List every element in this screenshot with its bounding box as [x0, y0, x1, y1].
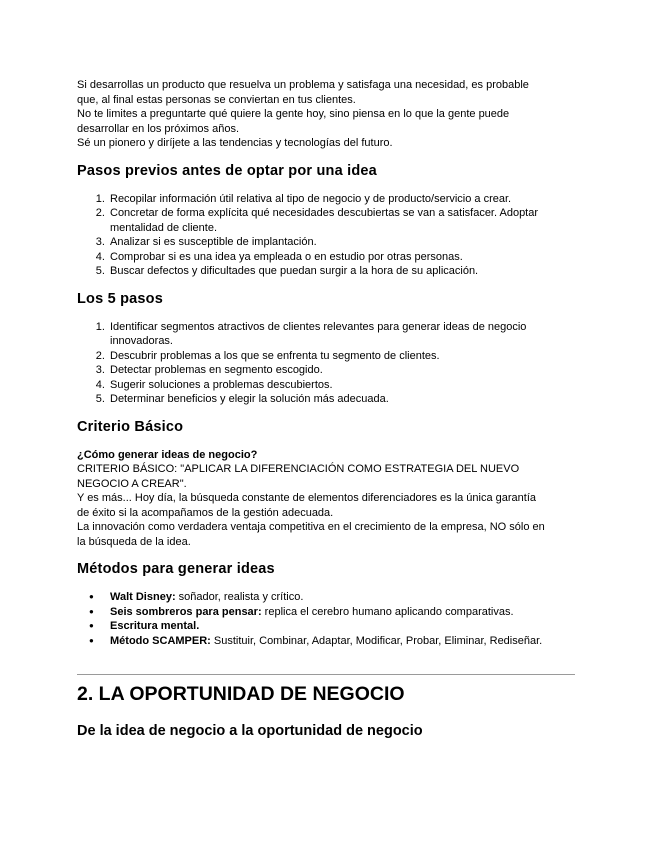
criterio-line: Y es más... Hoy día, la búsqueda constante de elementos diferenciadores es la única garantía: [77, 492, 537, 504]
section-divider: [77, 674, 575, 675]
list-item: 1. Recopilar información útil relativa al tipo de negocio y de producto/servicio a crear.: [108, 192, 580, 207]
list-item: 4. Comprobar si es una idea ya empleada o en estudio por otras personas.: [108, 250, 580, 265]
list-metodos: [77, 590, 580, 648]
criterio-line: de éxito si la acompañamos de la gestión adecuada.: [77, 506, 334, 519]
list-item: 3. Analizar si es susceptible de implantación.: [108, 235, 580, 250]
criterio-question: ¿Cómo generar ideas de negocio?: [77, 448, 258, 461]
method-label: Método SCAMPER:: [110, 634, 211, 647]
list-item: 2. Descubrir problemas a los que se enfrenta tu segmento de clientes.: [108, 349, 580, 364]
list-item: 3. Detectar problemas en segmento escogido.: [108, 363, 580, 378]
heading-metodos: Métodos para generar ideas: [77, 561, 275, 577]
criterio-line: la búsqueda de la idea.: [77, 535, 191, 548]
intro-line: desarrollar en los próximos años.: [77, 122, 240, 135]
intro-line: que, al final estas personas se conviertan en tus clientes.: [77, 93, 356, 106]
list-pasos-previos: [77, 192, 580, 279]
method-text: Sustituir, Combinar, Adaptar, Modificar, Probar, Eliminar, Rediseñar.: [210, 634, 543, 647]
heading-cinco-pasos: Los 5 pasos: [77, 290, 164, 307]
list-item: 2. Concretar de forma explícita qué necesidades descubiertas se van a satisfacer. Adoptar mentalidad de cliente.: [108, 206, 580, 235]
method-text: replica el cerebro humano aplicando comparativas.: [261, 605, 514, 618]
intro-line: No te limites a preguntarte qué quiere la gente hoy, sino piensa en lo que la gente puede: [77, 108, 510, 120]
list-item: 4. Sugerir soluciones a problemas descubiertos.: [108, 378, 580, 393]
method-label: Escritura mental.: [110, 620, 200, 632]
method-label: Seis sombreros para pensar:: [110, 605, 262, 618]
intro-paragraph: [77, 78, 580, 151]
intro-line: Si desarrollas un producto que resuelva un problema y satisfaga una necesidad, es probable: [77, 79, 529, 91]
criterio-paragraph: [77, 448, 580, 550]
method-text: soñador, realista y crítico.: [175, 591, 304, 603]
list-item: [108, 634, 580, 649]
list-item: 5. Buscar defectos y dificultades que puedan surgir a la hora de su aplicación.: [108, 264, 580, 279]
criterio-line: CRITERIO BÁSICO: "APLICAR LA DIFERENCIACIÓN COMO ESTRATEGIA DEL NUEVO: [77, 463, 520, 475]
list-item: 1. Identificar segmentos atractivos de clientes relevantes para generar ideas de negocio innovadoras.: [108, 320, 580, 349]
list-item: [108, 619, 580, 634]
document-page: [77, 78, 580, 740]
section-subtitle: De la idea de negocio a la oportunidad de negocio: [77, 723, 423, 739]
criterio-line: La innovación como verdadera ventaja competitiva en el crecimiento de la empresa, NO sólo en: [77, 521, 545, 533]
section-title: 2. LA OPORTUNIDAD DE NEGOCIO: [77, 683, 405, 705]
list-item: [108, 590, 580, 605]
heading-pasos-previos: Pasos previos antes de optar por una idea: [77, 162, 377, 179]
intro-line: Sé un pionero y diríjete a las tendencias y tecnologías del futuro.: [77, 137, 393, 149]
method-label: Walt Disney:: [110, 591, 176, 603]
criterio-line: NEGOCIO A CREAR".: [77, 477, 187, 490]
heading-criterio-basico: Criterio Básico: [77, 418, 184, 435]
list-item: 5. Determinar beneficios y elegir la solución más adecuada.: [108, 392, 580, 407]
list-cinco-pasos: [77, 320, 580, 407]
list-item: [108, 605, 580, 620]
